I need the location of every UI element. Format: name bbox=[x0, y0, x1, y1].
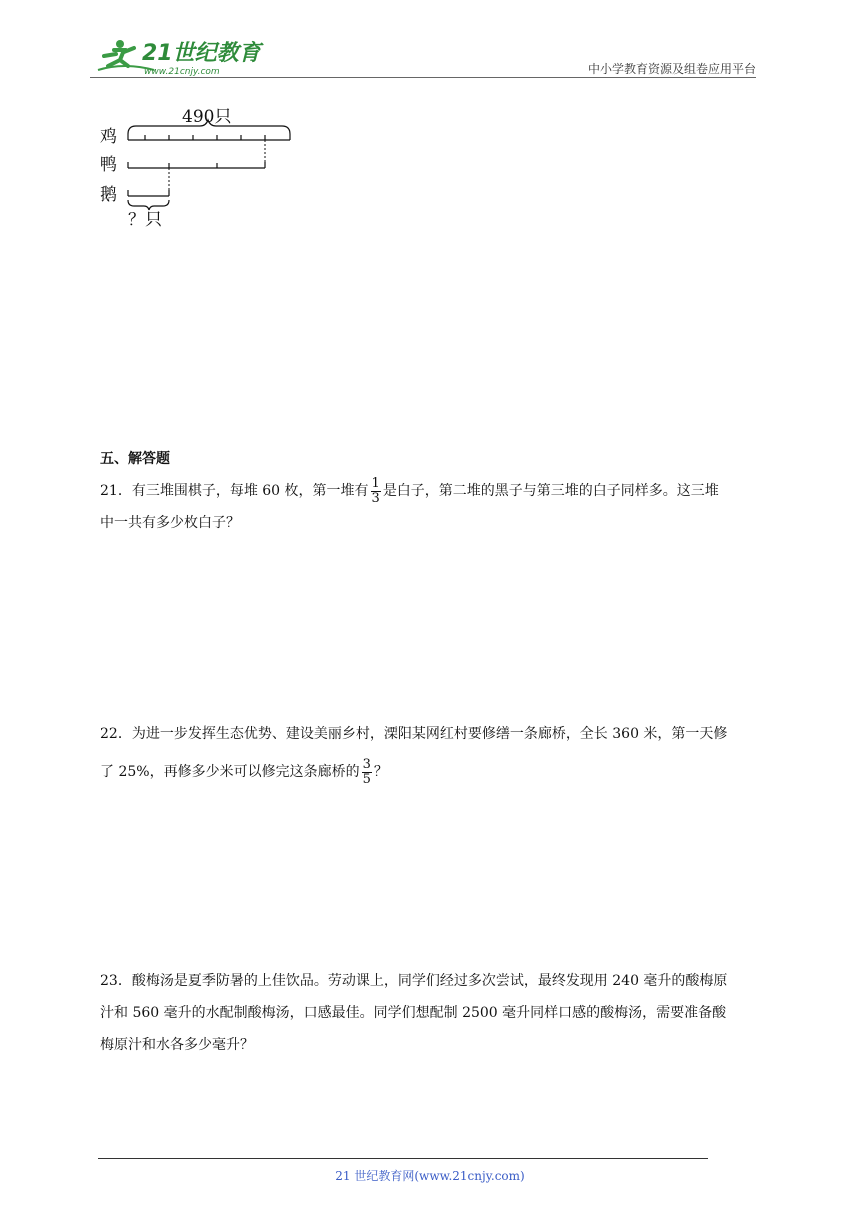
question-21-text-b: 是白子，第二堆的黑子与第三堆的白子同样多。这三堆 bbox=[382, 483, 719, 499]
question-22-text-b: ？ bbox=[373, 764, 388, 780]
question-21-text-a: 21．有三堆围棋子，每堆 60 枚，第一堆有 bbox=[100, 483, 369, 499]
total-label: 490只 bbox=[182, 107, 232, 127]
question-23 bbox=[100, 965, 765, 1061]
total-brace bbox=[128, 120, 290, 134]
question-22-text-a: 了 25%，再修多少米可以修完这条廊桥的 bbox=[100, 764, 360, 780]
row-label-goose: 鹅 bbox=[100, 185, 117, 205]
header-divider bbox=[90, 77, 756, 78]
logo-title: 21世纪教育 bbox=[142, 41, 261, 66]
question-23-line-1: 23．酸梅汤是夏季防暑的上佳饮品。劳动课上，同学们经过多次尝试，最终发现用 240 毫升的酸梅原 bbox=[100, 973, 728, 989]
fraction-numerator: 1 bbox=[371, 475, 380, 491]
question-21-line-1 bbox=[100, 475, 765, 507]
footer-divider bbox=[98, 1158, 708, 1159]
footer-link[interactable]: 21 世纪教育网(www.21cnjy.com) bbox=[335, 1169, 525, 1183]
fraction-numerator: 3 bbox=[362, 756, 371, 772]
question-21-line-2: 中一共有多少枚白子？ bbox=[100, 515, 240, 531]
fraction-denominator: 5 bbox=[362, 771, 371, 787]
segment-diagram bbox=[92, 100, 312, 235]
question-23-line-2: 汁和 560 毫升的水配制酸梅汤，口感最佳。同学们想配制 2500 毫升同样口感的酸梅汤，需要准备酸 bbox=[100, 1005, 727, 1021]
question-21 bbox=[100, 475, 765, 539]
unknown-brace bbox=[128, 200, 169, 210]
fraction-three-fifths bbox=[362, 758, 372, 787]
fraction-one-third bbox=[371, 477, 381, 506]
question-23-line-3: 梅原汁和水各多少毫升？ bbox=[100, 1037, 254, 1053]
question-22 bbox=[100, 718, 765, 788]
duck-ticks bbox=[128, 162, 265, 168]
platform-name: 中小学教育资源及组卷应用平台 bbox=[587, 62, 756, 76]
row-label-duck: 鸭 bbox=[100, 155, 117, 175]
question-22-line-1: 22．为进一步发挥生态优势、建设美丽乡村，溧阳某网红村要修缮一条廊桥，全长 360 米，第一天修 bbox=[100, 726, 728, 742]
question-22-line-2 bbox=[100, 756, 765, 788]
logo-url: www.21cnjy.com bbox=[144, 67, 220, 77]
chicken-ticks bbox=[128, 134, 290, 140]
row-label-chicken: 鸡 bbox=[100, 127, 117, 147]
unknown-label: ？只 bbox=[128, 210, 162, 230]
section-title: 五、解答题 bbox=[100, 451, 170, 467]
site-logo bbox=[94, 36, 264, 80]
fraction-denominator: 3 bbox=[371, 490, 380, 506]
